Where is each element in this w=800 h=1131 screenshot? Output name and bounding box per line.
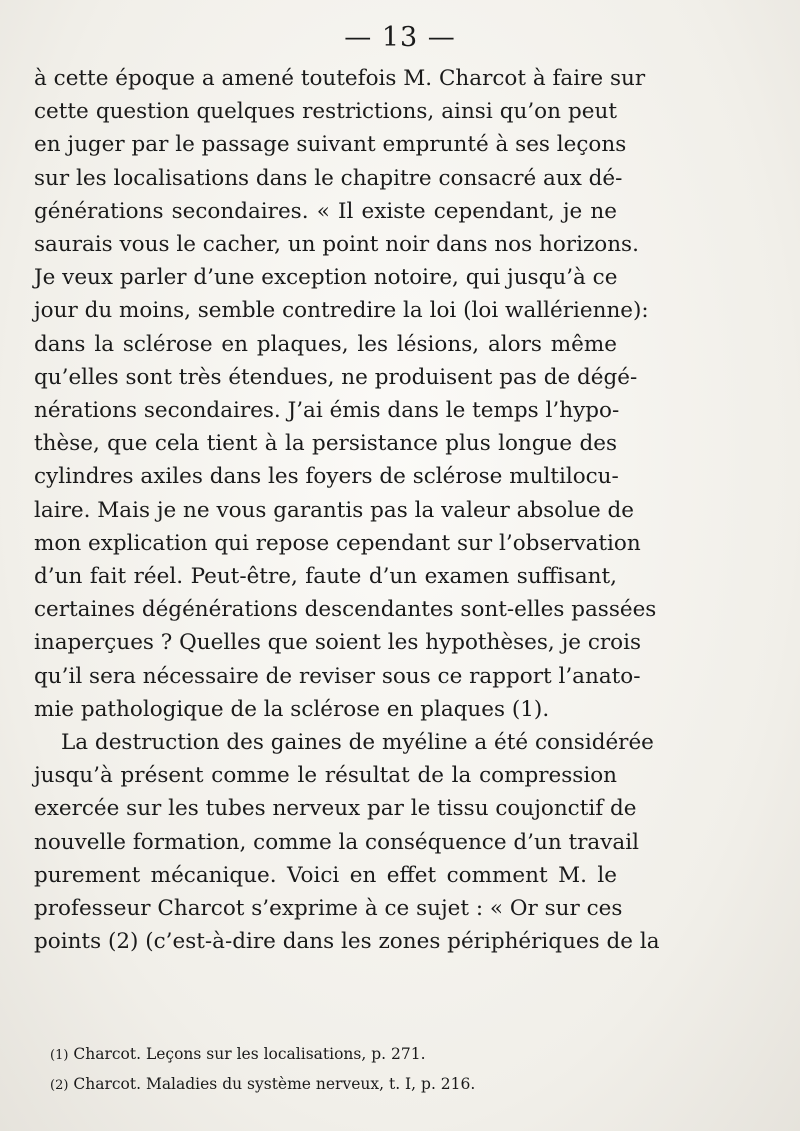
footnotes (50, 1040, 610, 1100)
footnote-text: Charcot. Maladies du système nerveux, t. I, p. 216. (73, 1075, 476, 1093)
body-text (34, 62, 660, 958)
text-line: professeur Charcot s’exprime à ce sujet : « Or sur ces (34, 896, 623, 922)
text-line: jusqu’à présent comme le résultat de la compression (34, 763, 617, 789)
text-line: nouvelle formation, comme la conséquence d’un travail (34, 829, 639, 855)
text-line: en juger par le passage suivant emprunté à ses leçons (34, 132, 627, 158)
text-line: à cette époque a amené toutefois M. Charcot à faire sur (34, 66, 646, 91)
text-line: générations secondaires. « Il existe cependant, je ne (34, 198, 617, 224)
text-line: jour du moins, semble contredire la loi (loi wallérienne): (34, 298, 649, 324)
text-line: cette question quelques restrictions, ainsi qu’on peut (34, 99, 617, 125)
footnote-marker: (2) (50, 1078, 69, 1093)
text-line: mon explication qui repose cependant sur l’observation (34, 530, 641, 556)
text-line: dans la sclérose en plaques, les lésions, alors même (34, 331, 617, 357)
text-line: exercée sur les tubes nerveux par le tissu coujonctif de (34, 796, 637, 822)
text-line: qu’il sera nécessaire de reviser sous ce rapport l’anato- (34, 663, 641, 689)
footnote (50, 1070, 610, 1100)
text-line: thèse, que cela tient à la persistance plus longue des (34, 431, 617, 457)
text-line: cylindres axiles dans les foyers de sclérose multilocu- (34, 464, 619, 490)
footnote-marker: (1) (50, 1048, 69, 1063)
text-line: laire. Mais je ne vous garantis pas la valeur absolue de (34, 497, 634, 523)
text-line: points (2) (c’est-à-dire dans les zones périphériques de la (34, 929, 660, 955)
text-line: nérations secondaires. J’ai émis dans le temps l’hypo- (34, 398, 620, 424)
footnote (50, 1040, 610, 1070)
page-number: — 13 — (344, 22, 456, 53)
text-line: qu’elles sont très étendues, ne produisent pas de dégé- (34, 364, 638, 390)
text-line: purement mécanique. Voici en effet comment M. le (34, 862, 617, 888)
text-line: certaines dégénérations descendantes sont-elles passées (34, 597, 657, 623)
paragraph-end-line: mie pathologique de la sclérose en plaques (1). (34, 696, 550, 722)
footnote-text: Charcot. Leçons sur les localisations, p. 271. (73, 1045, 426, 1063)
paragraph-start-line: La destruction des gaines de myéline a été considérée (61, 730, 654, 756)
text-line: d’un fait réel. Peut-être, faute d’un examen suffisant, (34, 564, 617, 590)
text-line: inaperçues ? Quelles que soient les hypothèses, je crois (34, 630, 641, 656)
text-line: Je veux parler d’une exception notoire, qui jusqu’à ce (34, 265, 618, 291)
text-line: sur les localisations dans le chapitre consacré aux dé- (34, 165, 623, 191)
text-line: saurais vous le cacher, un point noir dans nos horizons. (34, 232, 639, 258)
